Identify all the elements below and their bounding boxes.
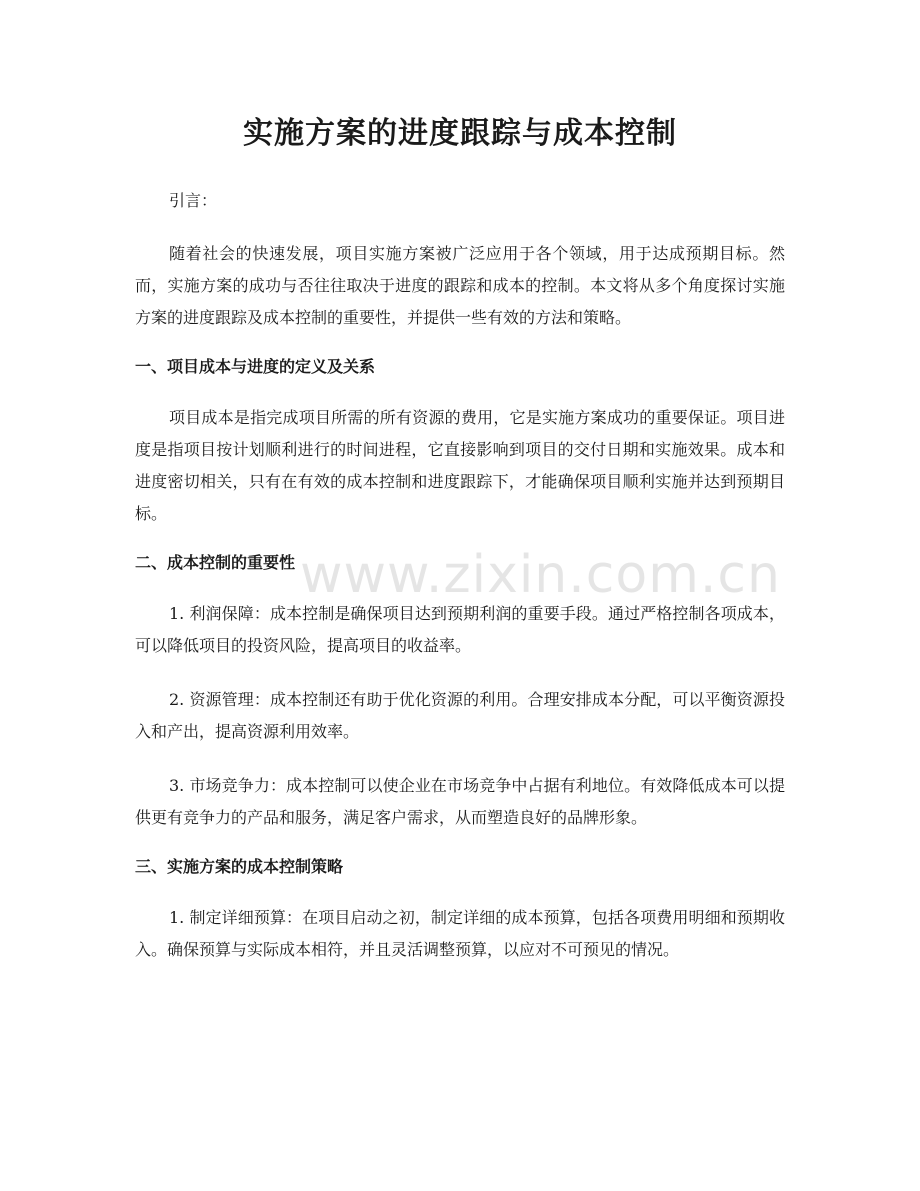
watermark: www.zixin.com.cn xyxy=(300,545,781,605)
list-item: 2. 资源管理：成本控制还有助于优化资源的利用。合理安排成本分配，可以平衡资源投入和产出，提高资源利用效率。 xyxy=(135,690,785,741)
document-title: 实施方案的进度跟踪与成本控制 xyxy=(243,116,677,151)
intro-paragraph: 随着社会的快速发展，项目实施方案被广泛应用于各个领域，用于达成预期目标。然而，实施方案的成功与否往往取决于进度的跟踪和成本的控制。本文将从多个角度探讨实施方案的进度跟踪及成本控制的重要性，并提供一些有效的方法和策略。 xyxy=(135,244,785,327)
section-heading: 三、实施方案的成本控制策略 xyxy=(135,857,344,876)
list-item: 1. 利润保障：成本控制是确保项目达到预期利润的重要手段。通过严格控制各项成本，可以降低项目的投资风险，提高项目的收益率。 xyxy=(135,604,785,655)
section-heading: 二、成本控制的重要性 xyxy=(135,553,296,572)
section-3 xyxy=(135,852,785,966)
section-heading: 一、项目成本与进度的定义及关系 xyxy=(135,357,376,376)
section-2 xyxy=(135,548,785,834)
list-item: 1. 制定详细预算：在项目启动之初，制定详细的成本预算，包括各项费用明细和预期收入。确保预算与实际成本相符，并且灵活调整预算，以应对不可预见的情况。 xyxy=(135,908,785,959)
section-1 xyxy=(135,352,785,530)
section-paragraph: 项目成本是指完成项目所需的所有资源的费用，它是实施方案成功的重要保证。项目进度是指项目按计划顺利进行的时间进程，它直接影响到项目的交付日期和实施效果。成本和进度密切相关，只有在有效的成本控制和进度跟踪下，才能确保项目顺利实施并达到预期目标。 xyxy=(135,408,785,523)
intro-label: 引言： xyxy=(169,191,218,210)
list-item: 3. 市场竞争力：成本控制可以使企业在市场竞争中占据有利地位。有效降低成本可以提供更有竞争力的产品和服务，满足客户需求，从而塑造良好的品牌形象。 xyxy=(135,776,785,827)
